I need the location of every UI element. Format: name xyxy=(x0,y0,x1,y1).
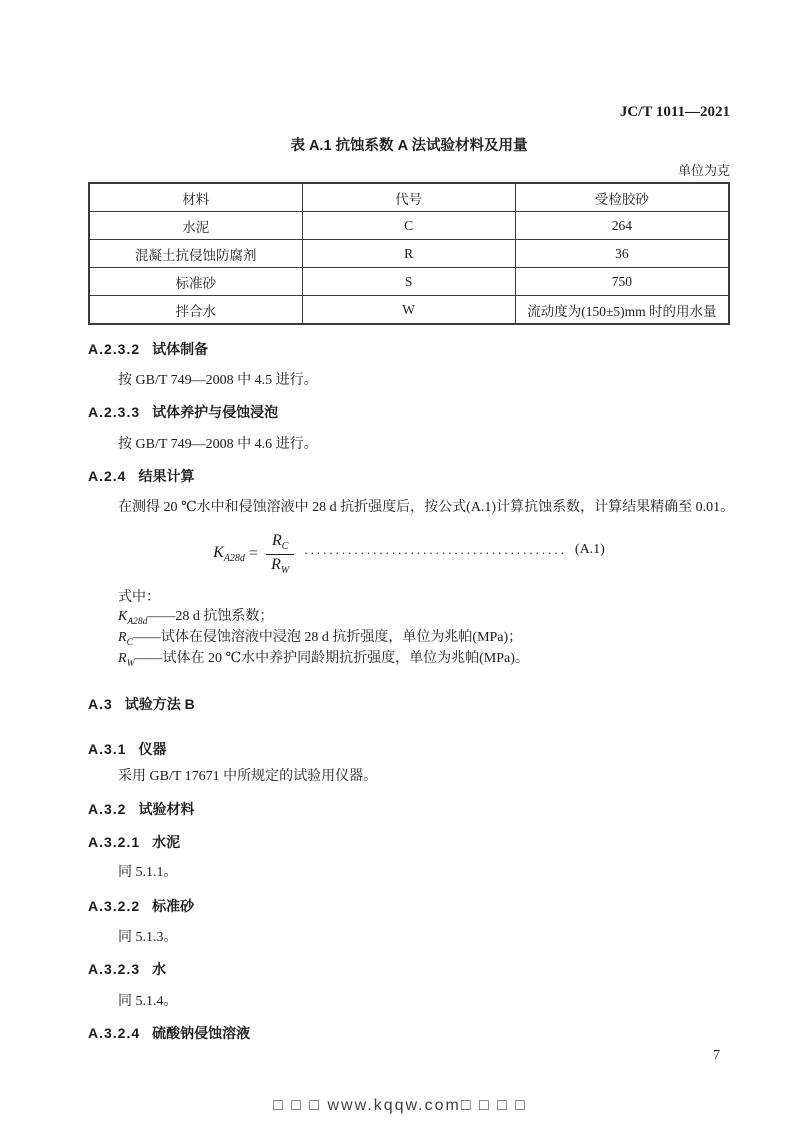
cell-material: 拌合水 xyxy=(89,296,302,325)
heading-number: A.3.2 xyxy=(88,801,127,817)
where-label: 式中： xyxy=(118,590,160,605)
page-number: 7 xyxy=(713,1048,720,1063)
term-definition-k: $K_{A28d}——28$ d 抗蚀系数； xyxy=(118,609,274,627)
table-row xyxy=(89,268,729,296)
heading-number: A.3.2.1 xyxy=(88,834,141,850)
cell-amount: 流动度为(150±5)mm 时的用水量 xyxy=(515,296,729,325)
col-header-material: 材料 xyxy=(89,183,302,212)
term-definition-rc: $R_C——$试体在侵蚀溶液中浸泡 28 d 抗折强度，单位为兆帕(MPa)； xyxy=(118,630,523,648)
heading-title: 仪器 xyxy=(138,741,167,757)
heading-a322 xyxy=(88,898,730,915)
table-a1 xyxy=(88,182,730,325)
heading-a324 xyxy=(88,1025,730,1042)
paragraph-a233: 按 GB/T 749—2008 中 4.6 进行。 xyxy=(118,437,318,452)
heading-title: 试体制备 xyxy=(152,341,209,357)
heading-a233 xyxy=(88,404,730,421)
heading-title: 试体养护与侵蚀浸泡 xyxy=(152,404,279,420)
equation-label: (A.1) xyxy=(574,542,605,557)
heading-title: 结果计算 xyxy=(138,468,195,484)
heading-a321 xyxy=(88,834,730,851)
heading-title: 试验方法 B xyxy=(124,696,195,712)
heading-number: A.2.3.3 xyxy=(88,404,141,420)
col-header-code: 代号 xyxy=(302,183,515,212)
fraction-denominator: $R_W$ xyxy=(271,555,290,576)
cell-amount: 264 xyxy=(515,212,729,240)
cell-code: S xyxy=(302,268,515,296)
paragraph-a321: 同 5.1.1。 xyxy=(118,865,178,880)
table-header-row xyxy=(89,183,729,212)
dot-leader: .......................................... xyxy=(304,542,567,557)
heading-title: 水 xyxy=(152,961,167,977)
heading-title: 试验材料 xyxy=(138,801,195,817)
footer-watermark: □ □ □ www.kqqw.com□ □ □ □ xyxy=(273,1097,527,1114)
heading-a232 xyxy=(88,341,730,358)
heading-number: A.3.2.3 xyxy=(88,961,141,977)
cell-material: 水泥 xyxy=(89,212,302,240)
col-header-mortar: 受检胶砂 xyxy=(515,183,729,212)
heading-number: A.3.1 xyxy=(88,741,127,757)
paragraph-a232: 按 GB/T 749—2008 中 4.5 进行。 xyxy=(118,373,318,388)
cell-code: W xyxy=(302,296,515,325)
equation-a1 xyxy=(88,528,730,580)
heading-a24 xyxy=(88,468,730,485)
cell-amount: 36 xyxy=(515,240,729,268)
heading-a3 xyxy=(88,696,730,713)
heading-a31 xyxy=(88,741,730,758)
paragraph-a322: 同 5.1.3。 xyxy=(118,930,178,945)
heading-number: A.3 xyxy=(88,696,113,712)
cell-material: 混凝土抗侵蚀防腐剂 xyxy=(89,240,302,268)
cell-code: R xyxy=(302,240,515,268)
term-definition-rw: $R_W——$试体在 20 ℃水中养护同龄期抗折强度，单位为兆帕(MPa)。 xyxy=(118,651,529,669)
equation-lhs: $K_{A28d}$ xyxy=(213,543,245,565)
paragraph-a323: 同 5.1.4。 xyxy=(118,994,178,1009)
table-row xyxy=(89,240,729,268)
fraction-numerator: $R_C$ xyxy=(266,532,294,555)
heading-number: A.3.2.2 xyxy=(88,898,141,914)
heading-a32 xyxy=(88,801,730,818)
cell-material: 标准砂 xyxy=(89,268,302,296)
standard-reference-header: JC/T 1011—2021 xyxy=(619,104,730,120)
heading-a323 xyxy=(88,961,730,978)
fraction xyxy=(266,532,294,576)
heading-title: 水泥 xyxy=(152,834,181,850)
equals-sign: = xyxy=(248,545,258,562)
heading-title: 标准砂 xyxy=(152,898,195,914)
cell-code: C xyxy=(302,212,515,240)
heading-title: 硫酸钠侵蚀溶液 xyxy=(152,1025,251,1041)
paragraph-a31: 采用 GB/T 17671 中所规定的试验用仪器。 xyxy=(118,769,378,784)
page-content xyxy=(88,0,735,1042)
heading-number: A.2.4 xyxy=(88,468,127,484)
paragraph-a24: 在测得 20 ℃水中和侵蚀溶液中 28 d 抗折强度后，按公式(A.1)计算抗蚀系数，计算结果精确至 0.01。 xyxy=(118,500,735,515)
table-row xyxy=(89,212,729,240)
table-unit-note: 单位为克 xyxy=(677,163,730,178)
heading-number: A.3.2.4 xyxy=(88,1025,141,1041)
table-a1-title: 表 A.1 抗蚀系数 A 法试验材料及用量 xyxy=(290,138,528,154)
cell-amount: 750 xyxy=(515,268,729,296)
table-row xyxy=(89,296,729,325)
heading-number: A.2.3.2 xyxy=(88,341,141,357)
